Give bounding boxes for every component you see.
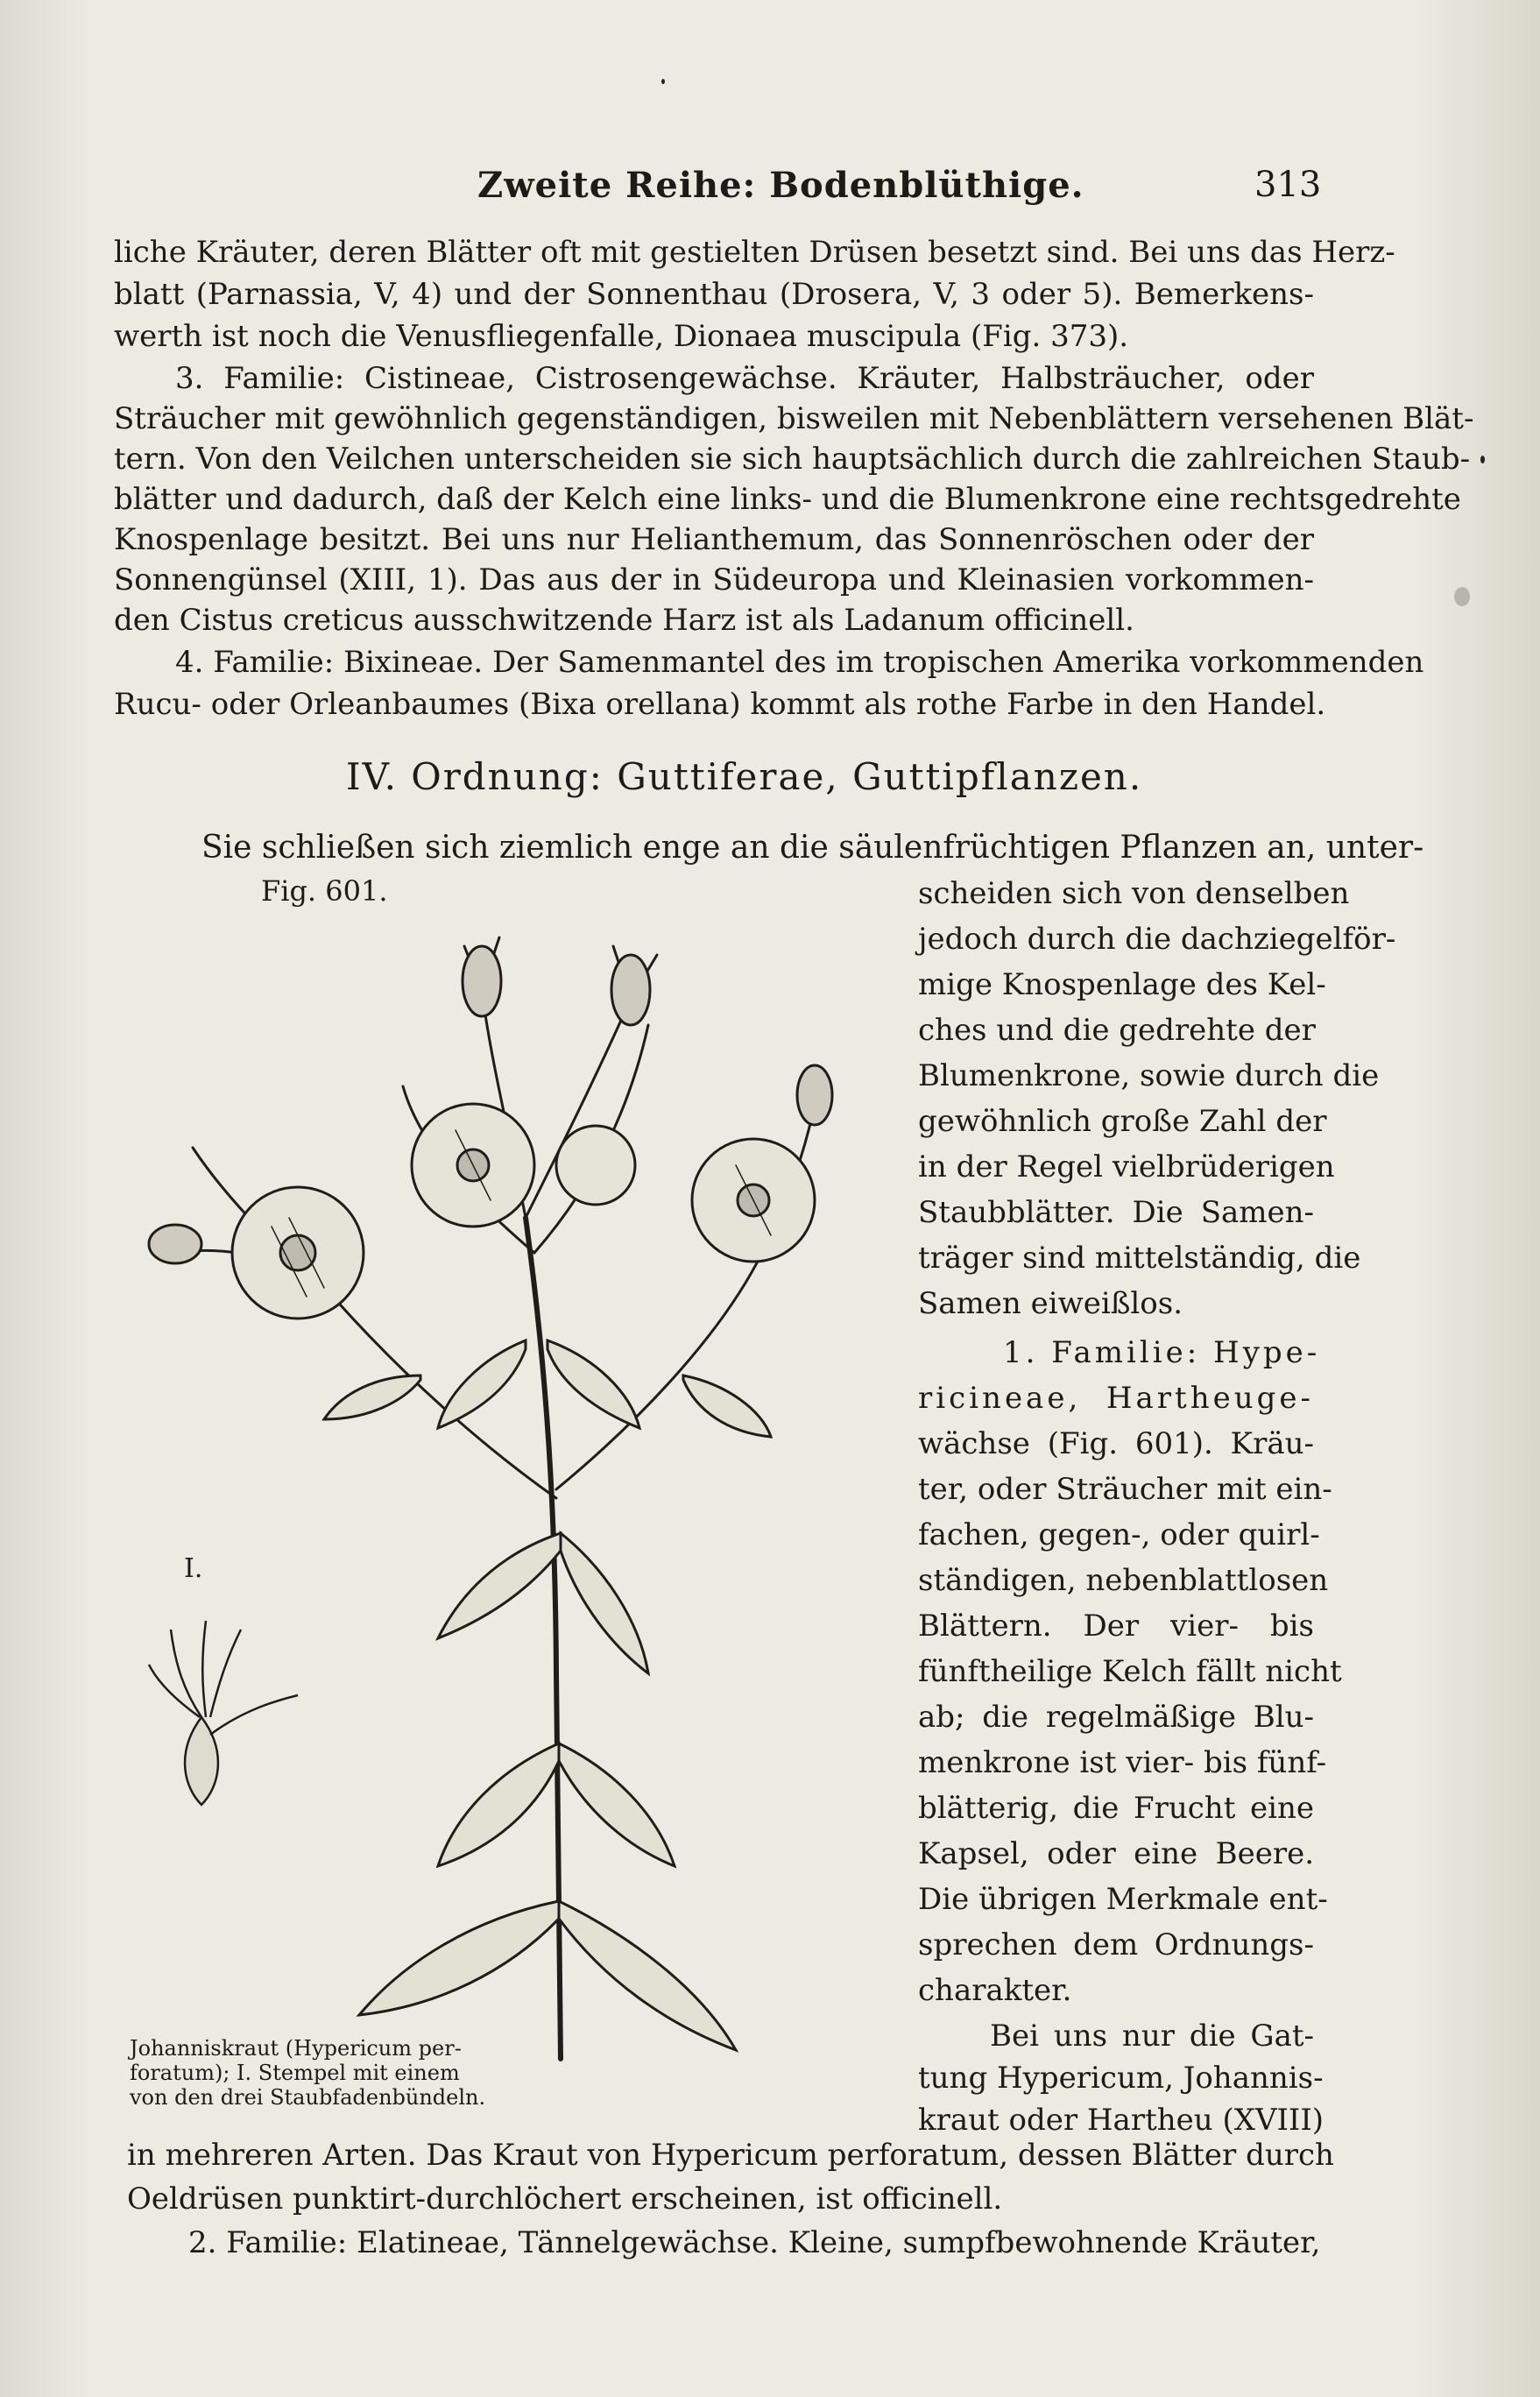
hypericum-illustration <box>70 885 902 2111</box>
column-line: fünftheilige Kelch fällt nicht <box>918 1654 1342 1689</box>
text-line: blatt (Parnassia, V, 4) und der Sonnenthau (Drosera, V, 3 oder 5). Bemerkens- <box>114 277 1314 312</box>
text-line: werth ist noch die Venusfliegenfalle, Dionaea muscipula (Fig. 373). <box>114 319 1129 354</box>
column-line: Blumenkrone, sowie durch die <box>918 1058 1380 1093</box>
column-line: Staubblätter. Die Samen- <box>918 1195 1314 1230</box>
column-line: Blättern. Der vier- bis <box>918 1609 1314 1644</box>
figure-caption: von den drei Staubfadenbündeln. <box>130 2085 486 2110</box>
text-line: Oeldrüsen punktirt-durchlöchert erscheinen, ist officinell. <box>127 2181 1003 2217</box>
column-line: 1. Familie: Hype- <box>1003 1335 1321 1370</box>
column-line: Kapsel, oder eine Beere. <box>918 1836 1314 1871</box>
figure-sub-label: I. <box>184 1553 203 1584</box>
column-line: fachen, gegen-, oder quirl- <box>918 1517 1320 1552</box>
column-line: gewöhnlich große Zahl der <box>918 1104 1327 1139</box>
figure-caption: foratum); I. Stempel mit einem <box>130 2061 460 2085</box>
text-line: Rucu- oder Orleanbaumes (Bixa orellana) kommt als rothe Farbe in den Handel. <box>114 687 1326 722</box>
text-line: in mehreren Arten. Das Kraut von Hypericum perforatum, dessen Blätter durch <box>127 2138 1334 2173</box>
column-line: träger sind mittelständig, die <box>918 1241 1361 1276</box>
text-line: blätter und dadurch, daß der Kelch eine links- und die Blumenkrone eine rechtsgedrehte <box>114 482 1461 517</box>
column-line: charakter. <box>918 1973 1072 2008</box>
text-line: Knospenlage besitzt. Bei uns nur Helianthemum, das Sonnenröschen oder der <box>114 522 1314 557</box>
intro-line: Sie schließen sich ziemlich enge an die säulenfrüchtigen Pflanzen an, unter- <box>201 830 1424 866</box>
column-line: ricineae, Hartheuge- <box>918 1381 1314 1416</box>
column-line: menkrone ist vier- bis fünf- <box>918 1745 1327 1780</box>
column-line: Bei uns nur die Gat- <box>990 2019 1314 2054</box>
column-line: mige Knospenlage des Kel- <box>918 967 1326 1002</box>
ink-speck <box>1480 456 1485 463</box>
column-line: Die übrigen Merkmale ent- <box>918 1882 1328 1917</box>
text-line: tern. Von den Veilchen unterscheiden sie sich hauptsächlich durch die zahlreichen Staub- <box>114 442 1471 477</box>
column-line: ab; die regelmäßige Blu- <box>918 1700 1314 1735</box>
column-line: Samen eiweißlos. <box>918 1286 1183 1321</box>
column-line: kraut oder Hartheu (XVIII) <box>918 2103 1325 2138</box>
page-number: 313 <box>1254 165 1322 205</box>
text-line: 3. Familie: Cistineae, Cistrosengewächse. Kräuter, Halbsträucher, oder <box>175 361 1314 396</box>
column-line: ches und die gedrehte der <box>918 1013 1316 1048</box>
column-line: blätterig, die Frucht eine <box>918 1791 1314 1826</box>
ink-speck <box>1454 587 1470 606</box>
text-line: Sonnengünsel (XIII, 1). Das aus der in Südeuropa und Kleinasien vorkommen- <box>114 562 1314 597</box>
ink-speck <box>661 79 665 84</box>
column-line: sprechen dem Ordnungs- <box>918 1927 1314 1962</box>
column-line: jedoch durch die dachziegelför- <box>918 922 1396 957</box>
text-line: liche Kräuter, deren Blätter oft mit gestielten Drüsen besetzt sind. Bei uns das Herz- <box>114 235 1395 270</box>
column-line: wächse (Fig. 601). Kräu- <box>918 1426 1314 1461</box>
running-header: Zweite Reihe: Bodenblüthige. <box>477 165 1084 206</box>
text-line: Sträucher mit gewöhnlich gegenständigen, bisweilen mit Nebenblättern versehenen Blät- <box>114 401 1474 436</box>
section-heading: IV. Ordnung: Guttiferae, Guttipflanzen. <box>346 755 1143 798</box>
text-line: 2. Familie: Elatineae, Tännelgewächse. Kleine, sumpfbewohnende Kräuter, <box>188 2225 1321 2260</box>
column-line: ter, oder Sträucher mit ein- <box>918 1472 1332 1507</box>
text-line: den Cistus creticus ausschwitzende Harz ist als Ladanum officinell. <box>114 603 1134 638</box>
column-line: scheiden sich von denselben <box>918 876 1350 911</box>
column-line: in der Regel vielbrüderigen <box>918 1149 1335 1184</box>
column-line: ständigen, nebenblattlosen <box>918 1563 1329 1598</box>
figure-caption: Johanniskraut (Hypericum per- <box>130 2036 462 2061</box>
figure-label: Fig. 601. <box>261 874 388 908</box>
text-line: 4. Familie: Bixineae. Der Samenmantel des im tropischen Amerika vorkommenden <box>175 645 1424 680</box>
column-line: tung Hypericum, Johannis- <box>918 2061 1324 2096</box>
